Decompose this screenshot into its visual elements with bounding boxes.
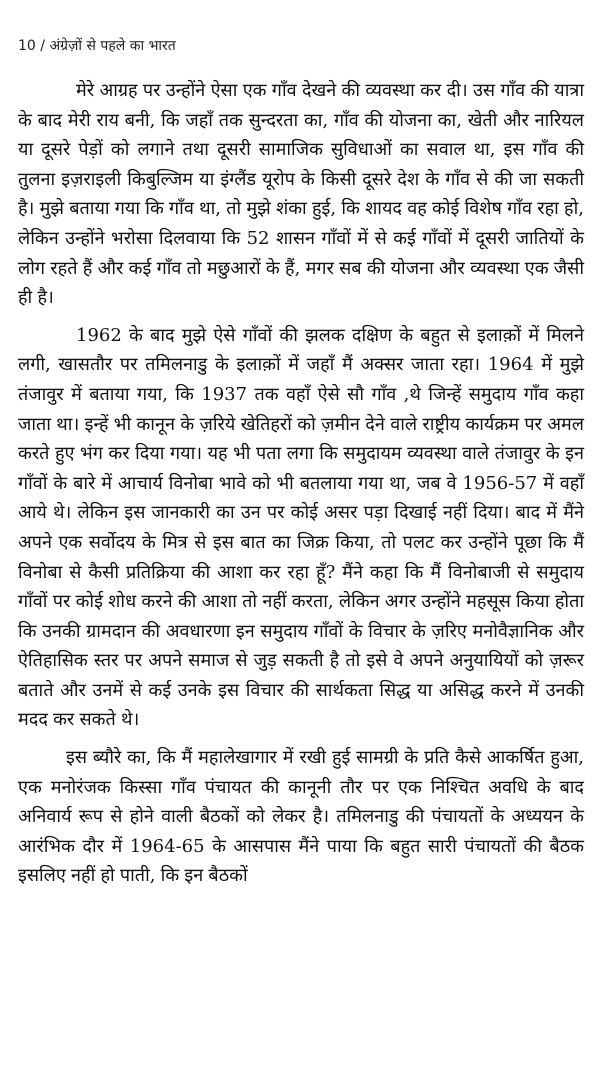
paragraph: 1962 के बाद मुझे ऐसे गाँवों की झलक दक्षिण के बहुत से इलाक़ों में मिलने लगी, खासतौर पर तमिलनाडु के इलाक़ों में जहाँ मैं अक्सर जाता रहा। 1964 में मुझे तंजावुर में बताया गया, कि 1937 तक वहाँ ऐसे सौ गाँव ,थे जिन्हें समुदाय गाँव कहा जाता था। इन्हें भी कानून के ज़रिये खेतिहरों को ज़मीन देने वाले राष्ट्रीय कार्यक्रम पर अमल करते हुए भंग कर दिया गया। यह भी पता लगा कि समुदायम व्यवस्था वाले तंजावुर के इन गाँवों के बारे में आचार्य विनोबा भावे को भी बतलाया गया था, जब वे 1956-57 में वहाँ आये थे। लेकिन इस जानकारी का उन पर कोई असर पड़ा दिखाई नहीं दिया। बाद में मैंने अपने एक सर्वोदय के मित्र से इस बात का जिक्र किया, तो पलट कर उन्होंने पूछा कि मैं विनोबा से कैसी प्रतिक्रिया की आशा कर रहा हूँ? मैंने कहा कि मैं विनोबाजी से समुदाय गाँवों पर कोई शोध करने की आशा तो नहीं करता, लेकिन अगर उन्होंने महसूस किया होता कि उनकी ग्रामदान की अवधारणा इन समुदाय गाँवों के विचार के ज़रिए मनोवैज्ञानिक और ऐतिहासिक स्तर पर अपने समाज से जुड़ सकती है तो इसे वे अपने अनुयायियों को ज़रूर बताते और उनमें से कई उनके इस विचार की सार्थकता सिद्ध या असिद्ध करने में उनकी मदद कर सकते थे। (18, 324, 584, 731)
page-number: 10 (18, 38, 36, 54)
running-header (18, 36, 176, 55)
body-text (18, 76, 584, 899)
book-title: अंग्रेज़ों से पहले का भारत (49, 38, 176, 54)
paragraph: मेरे आग्रह पर उन्होंने ऐसा एक गाँव देखने की व्यवस्था कर दी। उस गाँव की यात्रा के बाद मेरी राय बनी, कि जहाँ तक सुन्दरता का, गाँव की योजना का, खेती और नारियल या दूसरे पेड़ों को लगाने तथा दूसरी सामाजिक सुविधाओं का सवाल था, इस गाँव की तुलना इज़राइली किबुल्जिम या इंग्लैंड यूरोप के किसी दूसरे देश के गाँव से की जा सकती है। मुझे बताया गया कि गाँव था, तो मुझे शंका हुई, कि शायद वह कोई विशेष गाँव रहा हो, लेकिन उन्होंने भरोसा दिलवाया कि 52 शासन गाँवों में से कई गाँवों में दूसरी जातियों के लोग रहते हैं और कई गाँव तो मछुआरों के हैं, मगर सब की योजना और व्यवस्था एक जैसी ही है। (18, 80, 584, 309)
header-separator: / (35, 38, 50, 54)
paragraph: इस ब्यौरे का, कि मैं महालेखागार में रखी हुई सामग्री के प्रति कैसे आकर्षित हुआ, एक मनोरंजक किस्सा गाँव पंचायत की कानूनी तौर पर एक निश्चित अवधि के बाद अनिवार्य रूप से होने वाली बैठकों को लेकर है। तमिलनाडु की पंचायतों के अध्ययन के आरंभिक दौर में 1964-65 के आसपास मैंने पाया कि बहुत सारी पंचायतों की बैठक इसलिए नहीं हो पाती, कि इन बैठकों (18, 747, 584, 887)
